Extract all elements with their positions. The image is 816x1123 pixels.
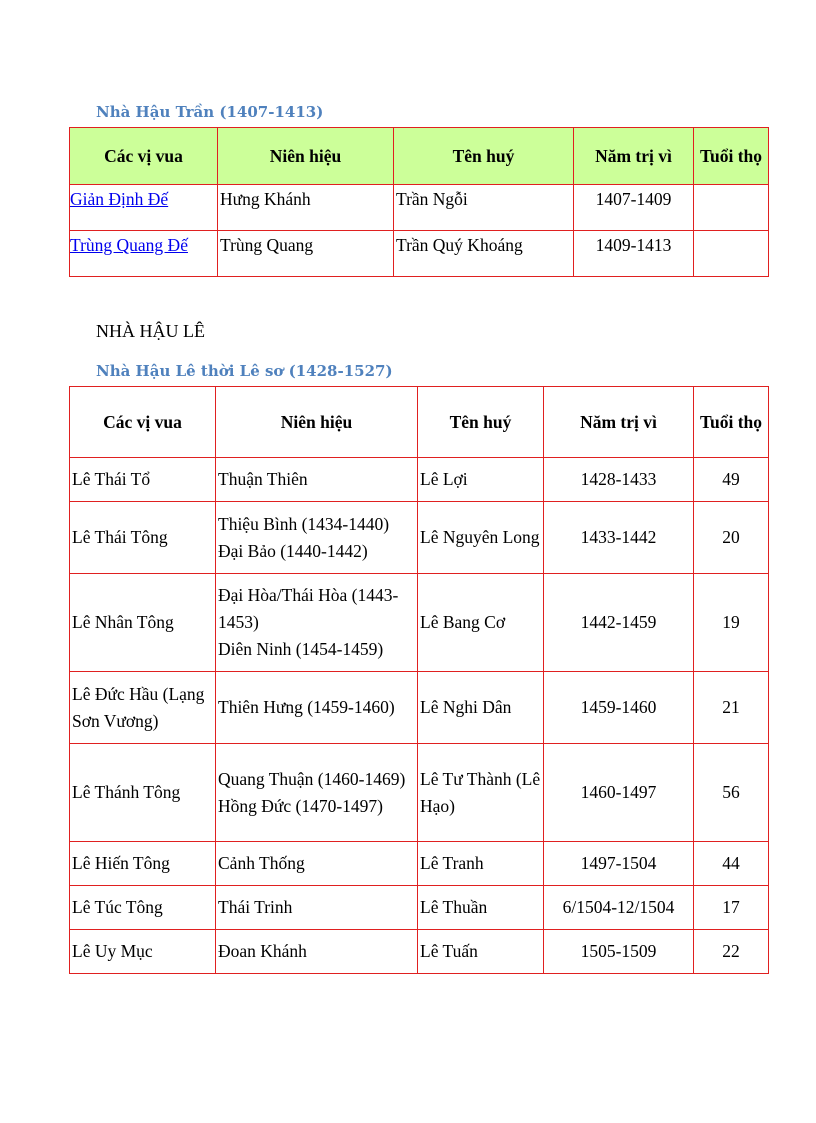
col-header-age: Tuổi thọ [694,387,769,458]
table-row [70,744,769,842]
king-cell: Lê Thánh Tông [70,744,216,842]
king-cell: Lê Thái Tông [70,502,216,574]
name-cell: Trần Ngỗi [394,185,574,231]
reign-cell: 1428-1433 [544,458,694,502]
name-cell: Lê Nghi Dân [418,672,544,744]
col-header-kings: Các vị vua [70,128,218,185]
era-line: Thiên Hưng (1459-1460) [218,697,395,717]
name-cell: Lê Bang Cơ [418,574,544,672]
age-cell: 49 [694,458,769,502]
col-header-reign: Năm trị vì [574,128,694,185]
name-cell: Lê Tuấn [418,930,544,974]
age-cell: 56 [694,744,769,842]
era-cell [216,502,418,574]
table-header-row [70,387,769,458]
le-so-table [69,386,769,974]
era-cell [216,672,418,744]
era-line: Diên Ninh (1454-1459) [218,639,384,659]
reign-cell: 1505-1509 [544,930,694,974]
name-cell: Lê Thuần [418,886,544,930]
king-cell: Lê Uy Mục [70,930,216,974]
table-row [70,458,769,502]
name-cell: Lê Tư Thành (Lê Hạo) [418,744,544,842]
table-row [70,231,769,277]
era-line: Hồng Đức (1470-1497) [218,795,384,816]
table-row [70,574,769,672]
col-header-era: Niên hiệu [216,387,418,458]
age-cell: 44 [694,842,769,886]
col-header-age: Tuổi thọ [694,128,769,185]
table-row [70,502,769,574]
reign-cell: 1433-1442 [544,502,694,574]
era-cell [216,886,418,930]
king-cell [70,185,218,231]
era-line: Thuận Thiên [218,469,308,489]
era-cell [216,842,418,886]
age-cell: 22 [694,930,769,974]
reign-cell: 1409-1413 [574,231,694,277]
name-cell: Lê Tranh [418,842,544,886]
king-cell: Lê Túc Tông [70,886,216,930]
era-line: Cảnh Thống [218,853,305,873]
tran-dynasty-heading: Nhà Hậu Trần (1407-1413) [96,103,324,121]
era-line: Thái Trinh [218,897,293,917]
king-cell: Lê Hiến Tông [70,842,216,886]
col-header-era: Niên hiệu [218,128,394,185]
king-link[interactable]: Trùng Quang Đế [70,235,188,255]
era-line: Thiệu Bình (1434-1440) [218,513,390,534]
reign-cell: 1459-1460 [544,672,694,744]
king-cell: Lê Đức Hầu (Lạng Sơn Vương) [70,672,216,744]
era-cell: Trùng Quang [218,231,394,277]
reign-cell: 6/1504-12/1504 [544,886,694,930]
age-cell [694,185,769,231]
era-cell: Hưng Khánh [218,185,394,231]
le-so-table-body [70,458,769,974]
table-row [70,930,769,974]
era-line: Đại Hòa/Thái Hòa (1443-1453) [218,585,399,632]
reign-cell: 1460-1497 [544,744,694,842]
table-header-row [70,128,769,185]
era-cell [216,744,418,842]
col-header-name: Tên huý [418,387,544,458]
reign-cell: 1442-1459 [544,574,694,672]
col-header-kings: Các vị vua [70,387,216,458]
name-cell: Lê Nguyên Long [418,502,544,574]
reign-cell: 1497-1504 [544,842,694,886]
age-cell: 20 [694,502,769,574]
table-row [70,842,769,886]
king-cell: Lê Nhân Tông [70,574,216,672]
table-row [70,886,769,930]
era-cell [216,574,418,672]
king-link[interactable]: Giản Định Đế [70,189,169,209]
age-cell [694,231,769,277]
le-so-heading: Nhà Hậu Lê thời Lê sơ (1428-1527) [96,362,393,380]
age-cell: 21 [694,672,769,744]
era-line: Đoan Khánh [218,941,307,961]
era-line: Đại Bảo (1440-1442) [218,540,368,561]
king-cell: Lê Thái Tổ [70,458,216,502]
table-row [70,185,769,231]
table-row [70,672,769,744]
reign-cell: 1407-1409 [574,185,694,231]
era-cell [216,458,418,502]
col-header-reign: Năm trị vì [544,387,694,458]
age-cell: 17 [694,886,769,930]
age-cell: 19 [694,574,769,672]
name-cell: Trần Quý Khoáng [394,231,574,277]
hau-le-heading: NHÀ HẬU LÊ [96,321,205,341]
king-cell [70,231,218,277]
tran-dynasty-table [69,127,769,277]
era-line: Quang Thuận (1460-1469) [218,768,406,789]
col-header-name: Tên huý [394,128,574,185]
era-cell [216,930,418,974]
name-cell: Lê Lợi [418,458,544,502]
